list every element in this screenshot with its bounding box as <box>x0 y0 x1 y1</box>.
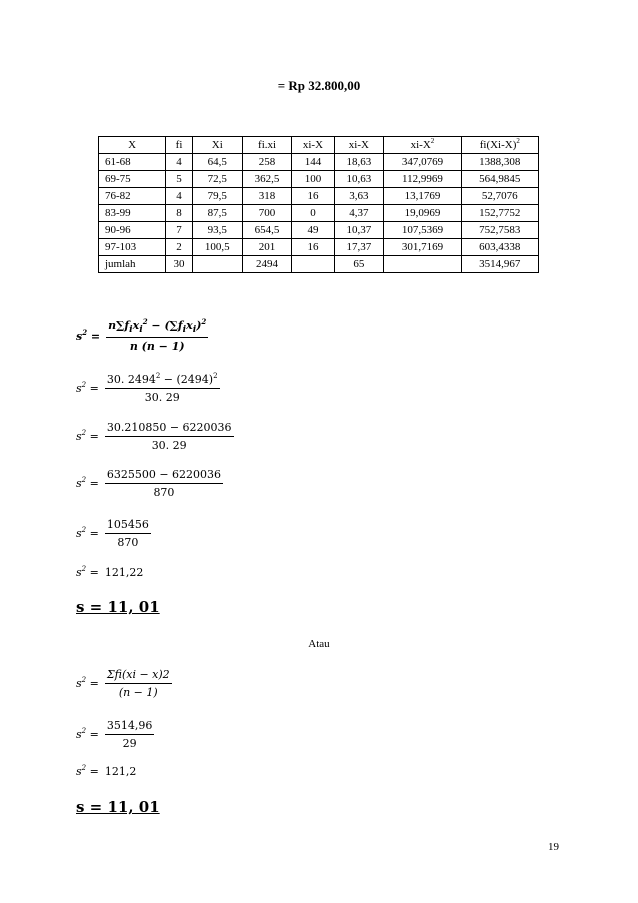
table-cell: 17,37 <box>334 239 384 256</box>
table-cell: 19,0969 <box>384 205 461 222</box>
table-cell: 347,0769 <box>384 154 461 171</box>
table-cell: 2 <box>166 239 193 256</box>
table-cell: 16 <box>292 239 334 256</box>
table-cell: 83-99 <box>99 205 166 222</box>
table-row <box>99 256 539 273</box>
table-header-cell: xi-X <box>334 137 384 154</box>
page-number: 19 <box>548 841 559 853</box>
table-cell: 65 <box>334 256 384 273</box>
table-cell: 318 <box>242 188 292 205</box>
table-cell: 112,9969 <box>384 171 461 188</box>
alt-step-result: $s^2$ = 121,2 <box>76 764 137 778</box>
table-row <box>99 222 539 239</box>
table-cell <box>292 256 334 273</box>
table-cell: 72,5 <box>192 171 242 188</box>
heading-total: = Rp 32.800,00 <box>277 78 361 93</box>
table-cell: 3,63 <box>334 188 384 205</box>
table-row <box>99 239 539 256</box>
result-1: s = 11, 01 <box>76 598 160 616</box>
formula-numerator: $n\sum f_ix_i^2 - (\sum f_ix_i)^2$ <box>106 319 208 338</box>
step-2: $s^2$ = $\frac{30.210850 - 6220036}{30. 29}$ <box>76 421 232 452</box>
table-cell: 69-75 <box>99 171 166 188</box>
table-cell: 97-103 <box>99 239 166 256</box>
step-4: $s^2$ = $\frac{105456}{870}$ <box>76 518 149 549</box>
table-cell: 362,5 <box>242 171 292 188</box>
table-header-cell: Xi <box>192 137 242 154</box>
table-cell: 0 <box>292 205 334 222</box>
table-cell: 201 <box>242 239 292 256</box>
table-header-cell: $fi(Xi-X)^2$ <box>461 137 538 154</box>
table-cell: 564,9845 <box>461 171 538 188</box>
table-row <box>99 205 539 222</box>
table-row <box>99 154 539 171</box>
table-cell: 100 <box>292 171 334 188</box>
table-cell <box>384 256 461 273</box>
table-cell: 90-96 <box>99 222 166 239</box>
step-1: $s^2$ = $\frac{30. 2494^2 - (2494)^2}{30. 29}$ <box>76 372 218 404</box>
table-cell: 603,4338 <box>461 239 538 256</box>
table-cell: 4,37 <box>334 205 384 222</box>
alt-formula: $s^2$ = $\frac{\text{Σfi(xi − x)2}}{(n - 1)}$ <box>76 668 170 699</box>
variance-formula: $s^2$ = $\frac{n\sum f_ix_i^2 - (\sum f_ix_i)^2}{n (n - 1)}$ <box>76 317 207 354</box>
table-header-cell: fi <box>166 137 193 154</box>
table-cell: 700 <box>242 205 292 222</box>
table-cell: 301,7169 <box>384 239 461 256</box>
table-cell: 1388,308 <box>461 154 538 171</box>
table-cell: 61-68 <box>99 154 166 171</box>
table-cell: 144 <box>292 154 334 171</box>
table-cell: 18,63 <box>334 154 384 171</box>
table-header-cell: xi-X <box>292 137 334 154</box>
table-cell: 10,63 <box>334 171 384 188</box>
table-header-cell: fi.xi <box>242 137 292 154</box>
step-3: $s^2$ = $\frac{6325500 - 6220036}{870}$ <box>76 468 222 499</box>
table-cell: 100,5 <box>192 239 242 256</box>
table-row <box>99 188 539 205</box>
table-cell: 49 <box>292 222 334 239</box>
table-cell: 5 <box>166 171 193 188</box>
table-cell: 93,5 <box>192 222 242 239</box>
table-cell: 3514,967 <box>461 256 538 273</box>
table-cell: 16 <box>292 188 334 205</box>
result-2: s = 11, 01 <box>76 798 160 816</box>
table-cell: 76-82 <box>99 188 166 205</box>
table-cell: 64,5 <box>192 154 242 171</box>
frequency-table <box>98 136 539 273</box>
table-cell: 13,1769 <box>384 188 461 205</box>
table-cell: 79,5 <box>192 188 242 205</box>
table-row <box>99 171 539 188</box>
table-cell: 752,7583 <box>461 222 538 239</box>
table-cell: 4 <box>166 188 193 205</box>
table-cell: jumlah <box>99 256 166 273</box>
table-header-row <box>99 137 539 154</box>
table-cell: 152,7752 <box>461 205 538 222</box>
table-cell: 258 <box>242 154 292 171</box>
atau-label: Atau <box>308 638 330 650</box>
table-cell: 8 <box>166 205 193 222</box>
table-cell: 2494 <box>242 256 292 273</box>
table-cell: 107,5369 <box>384 222 461 239</box>
table-cell: 87,5 <box>192 205 242 222</box>
table-cell: 4 <box>166 154 193 171</box>
table-cell: 654,5 <box>242 222 292 239</box>
table-header-cell: $xi-X^2$ <box>384 137 461 154</box>
alt-step: $s^2$ = $\frac{3514,96}{29}$ <box>76 719 153 750</box>
table-cell: 10,37 <box>334 222 384 239</box>
table-cell: 30 <box>166 256 193 273</box>
table-cell: 7 <box>166 222 193 239</box>
formula-denominator: n (n − 1) <box>129 340 185 354</box>
step-result: $s^2$ = 121,22 <box>76 565 144 579</box>
table-cell: 52,7076 <box>461 188 538 205</box>
table-header-cell: X <box>99 137 166 154</box>
table-cell <box>192 256 242 273</box>
